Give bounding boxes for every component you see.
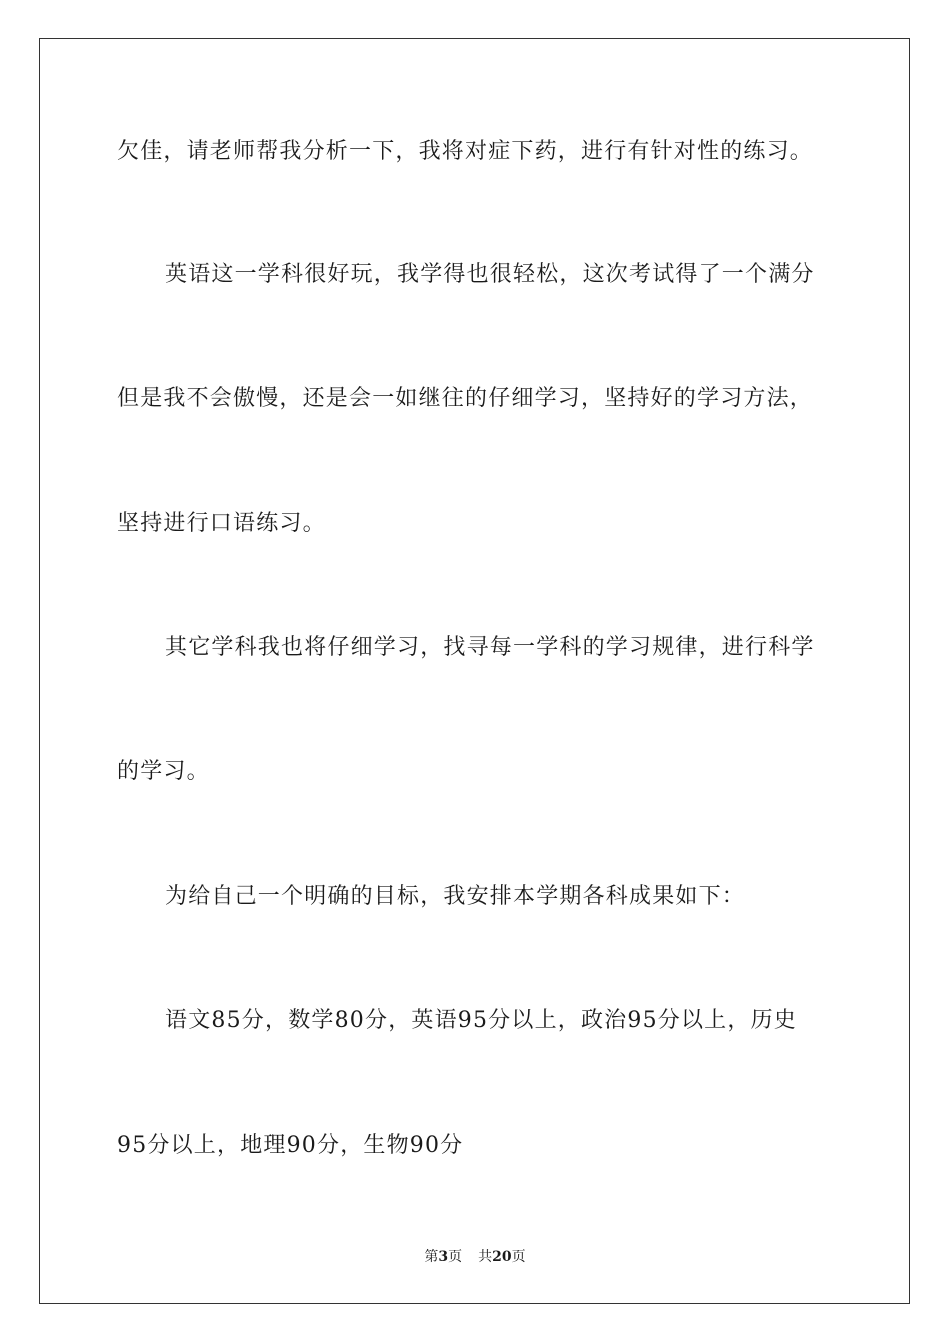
- text-line-9: 95分以上，地理90分，生物90分: [117, 1133, 464, 1158]
- footer-page-number: 3: [438, 1249, 449, 1265]
- page-footer: [0, 1247, 950, 1267]
- text-line-8: 语文85分，数学80分，英语95分以上，政治95分以上，历史: [165, 1008, 797, 1033]
- text-line-5: 其它学科我也将仔细学习，找寻每一学科的学习规律，进行科学: [165, 635, 815, 660]
- text-line-1: 欠佳，请老师帮我分析一下，我将对症下药，进行有针对性的练习。: [117, 139, 814, 164]
- text-line-2: 英语这一学科很好玩，我学得也很轻松，这次考试得了一个满分: [165, 262, 815, 287]
- text-line-6: 的学习。: [117, 759, 210, 784]
- text-line-4: 坚持进行口语练习。: [117, 511, 326, 536]
- footer-page-suffix: 页: [448, 1249, 463, 1265]
- page-border: [39, 38, 910, 1304]
- footer-total-pages: 20: [492, 1249, 512, 1265]
- text-line-3: 但是我不会傲慢，还是会一如继往的仔细学习，坚持好的学习方法，: [117, 386, 814, 411]
- footer-page-prefix: 第: [424, 1249, 439, 1265]
- footer-total-prefix: 共: [478, 1249, 493, 1265]
- footer-total-suffix: 页: [511, 1249, 526, 1265]
- text-line-7: 为给自己一个明确的目标，我安排本学期各科成果如下：: [165, 884, 746, 909]
